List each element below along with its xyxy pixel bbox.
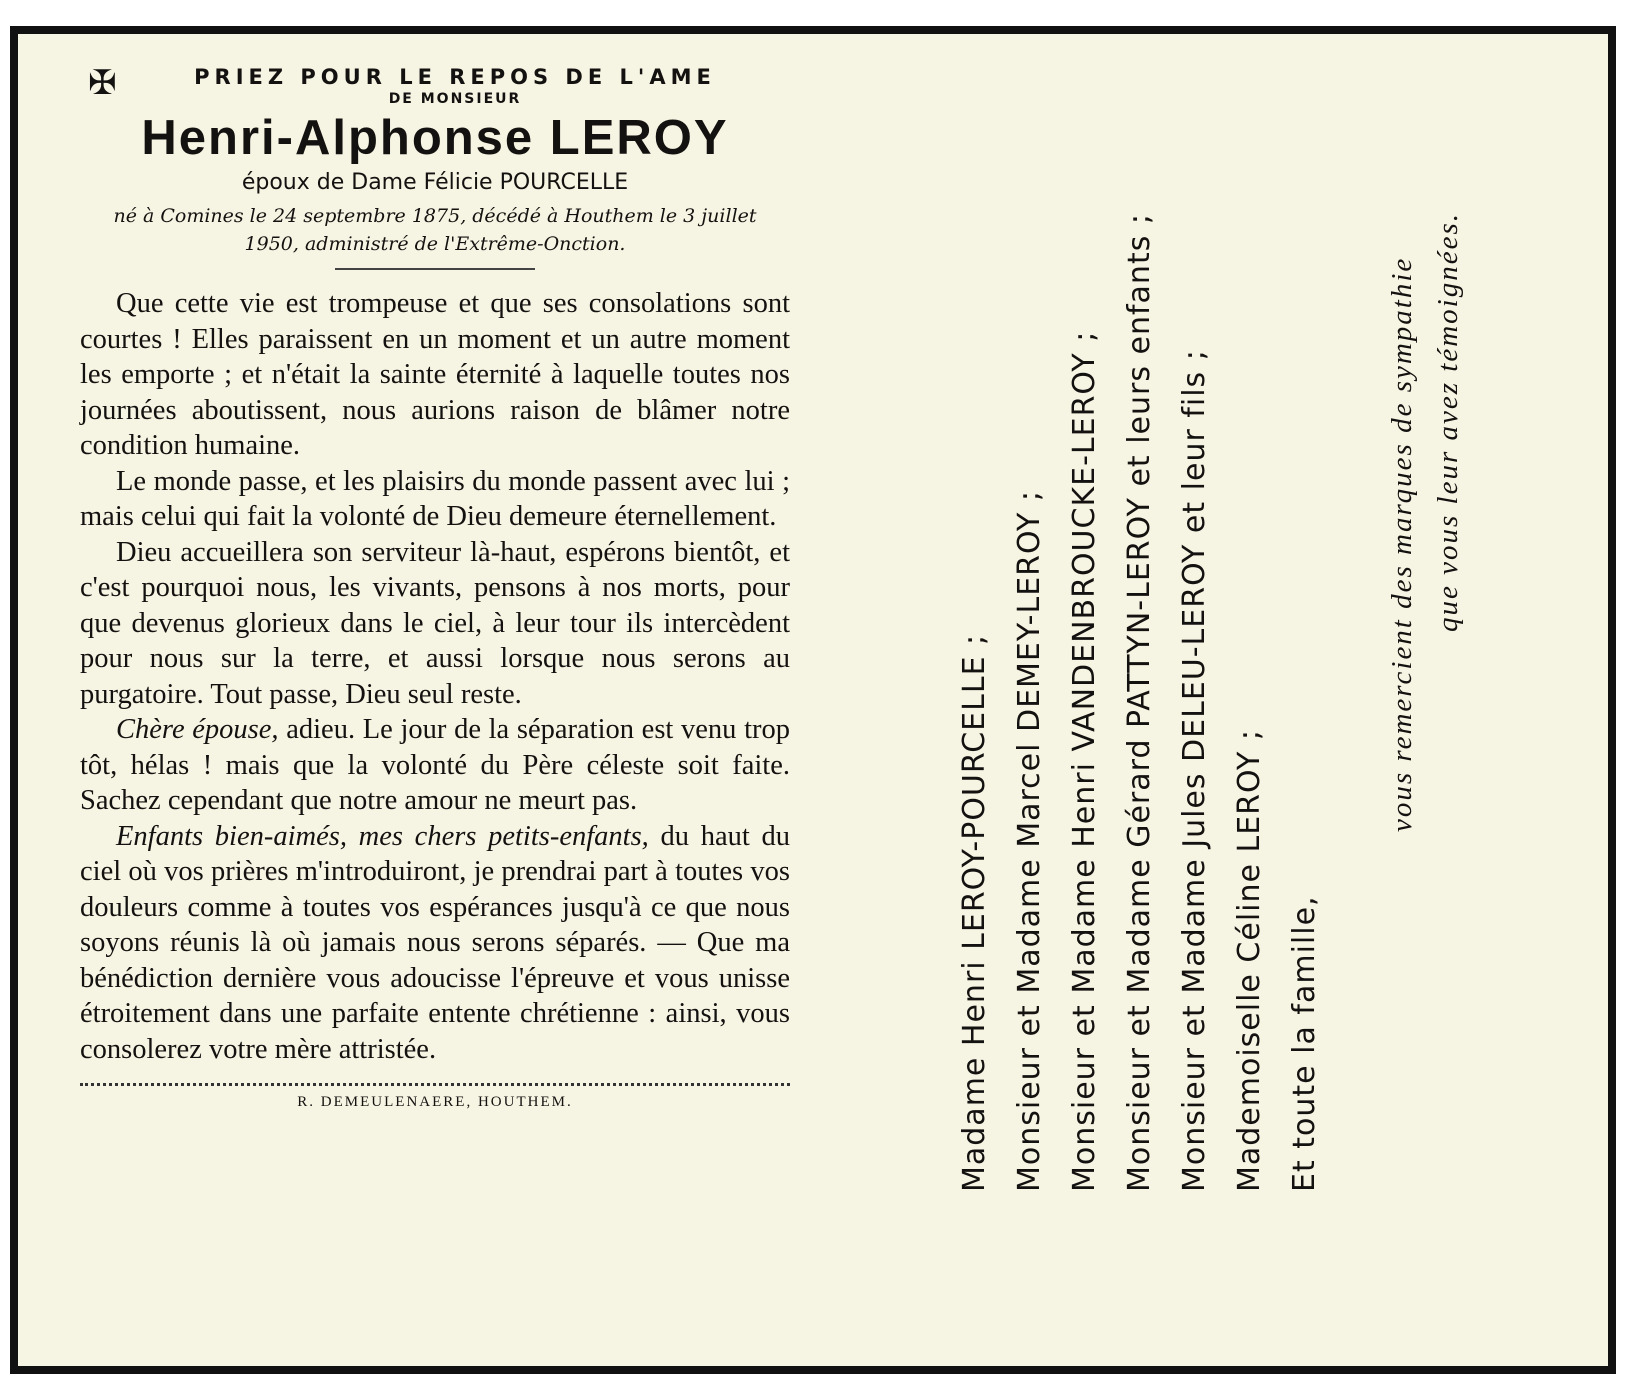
dotted-divider <box>80 1083 790 1086</box>
de-monsieur: DE MONSIEUR <box>388 91 522 107</box>
paragraph-children <box>80 819 790 1068</box>
paragraph: Dieu accueillera son serviteur là-haut, espérons bientôt, et c'est pourquoi nous, les vivants, pensons à nos morts, pour que devenus glorieux dans le ciel, à leur tour ils intercèdent pour nous sur la terre, et aussi lorsque nous serons au purgatoire. Tout passe, Dieu seul reste. <box>80 536 790 710</box>
paragraph: Que cette vie est trompeuse et que ses consolations sont courtes ! Elles paraissent en un moment et un autre moment les emporte ; et n'était la sainte éternité à laquelle toutes nos journées aboutissent, nous aurions raison de blâmer notre condition humaine. <box>80 288 790 461</box>
thanks-line: vous remercient des marques de sympathie <box>1386 256 1418 832</box>
cross-icon: ✠ <box>88 63 117 103</box>
prayer-text <box>80 286 790 1067</box>
paragraph-spouse <box>80 712 790 819</box>
children-address: Enfants bien-aimés, mes chers petits-enfants, <box>116 820 649 852</box>
family-line: Et toute la famille, <box>1287 895 1322 1192</box>
spouse-line: époux de Dame Félicie POURCELLE <box>241 170 629 195</box>
birth-death-dates: né à Comines le 24 septembre 1875, décédé à Houthem le 3 juillet 1950, administré de l'Extrême-Onction. <box>113 205 757 255</box>
family-line: Monsieur et Madame Marcel DEMEY-LEROY ; <box>1012 490 1047 1192</box>
family-line: Monsieur et Madame Henri VANDENBROUCKE-LEROY ; <box>1067 330 1102 1192</box>
paragraph-text: du haut du ciel où vos prières m'introduiront, je prendrai part à toutes vos douleurs comme à toutes vos espérances jusqu'à ce que nous soyons réunis là où jamais nous serons séparés. — Que ma bénédiction dernière vous adoucisse l'épreuve et vous unisse étroitement dans une parfaite entente chrétienne : ainsi, vous consolerez votre mère attristée. <box>80 820 790 1065</box>
divider <box>335 268 535 270</box>
family-line: Monsieur et Madame Gérard PATTYN-LEROY et leurs enfants ; <box>1122 213 1157 1192</box>
printer-credit: R. DEMEULENAERE, HOUTHEM. <box>297 1094 573 1110</box>
family-line: Mademoiselle Céline LEROY ; <box>1232 729 1267 1192</box>
memorial-card <box>10 26 1616 1374</box>
pray-heading: PRIEZ POUR LE REPOS DE L'AME <box>194 65 716 89</box>
family-line: Madame Henri LEROY-POURCELLE ; <box>957 633 992 1192</box>
paragraph-text: adieu. Le jour de la séparation est venu trop tôt, hélas ! mais que la volonté du Père céleste soit faite. Sachez cependant que notre amour ne meurt pas. <box>80 714 790 816</box>
family-line: Monsieur et Madame Jules DELEU-LEROY et leur fils ; <box>1177 349 1212 1192</box>
deceased-name: Henri-Alphonse LEROY <box>141 111 729 165</box>
thanks-line: que vous leur avez témoignées. <box>1432 212 1464 632</box>
spouse-address: Chère épouse, <box>116 714 279 745</box>
prayer-panel <box>80 64 790 1111</box>
paragraph: Le monde passe, et les plaisirs du monde passent avec lui ; mais celui qui fait la volonté de Dieu demeure éternellement. <box>80 465 790 532</box>
